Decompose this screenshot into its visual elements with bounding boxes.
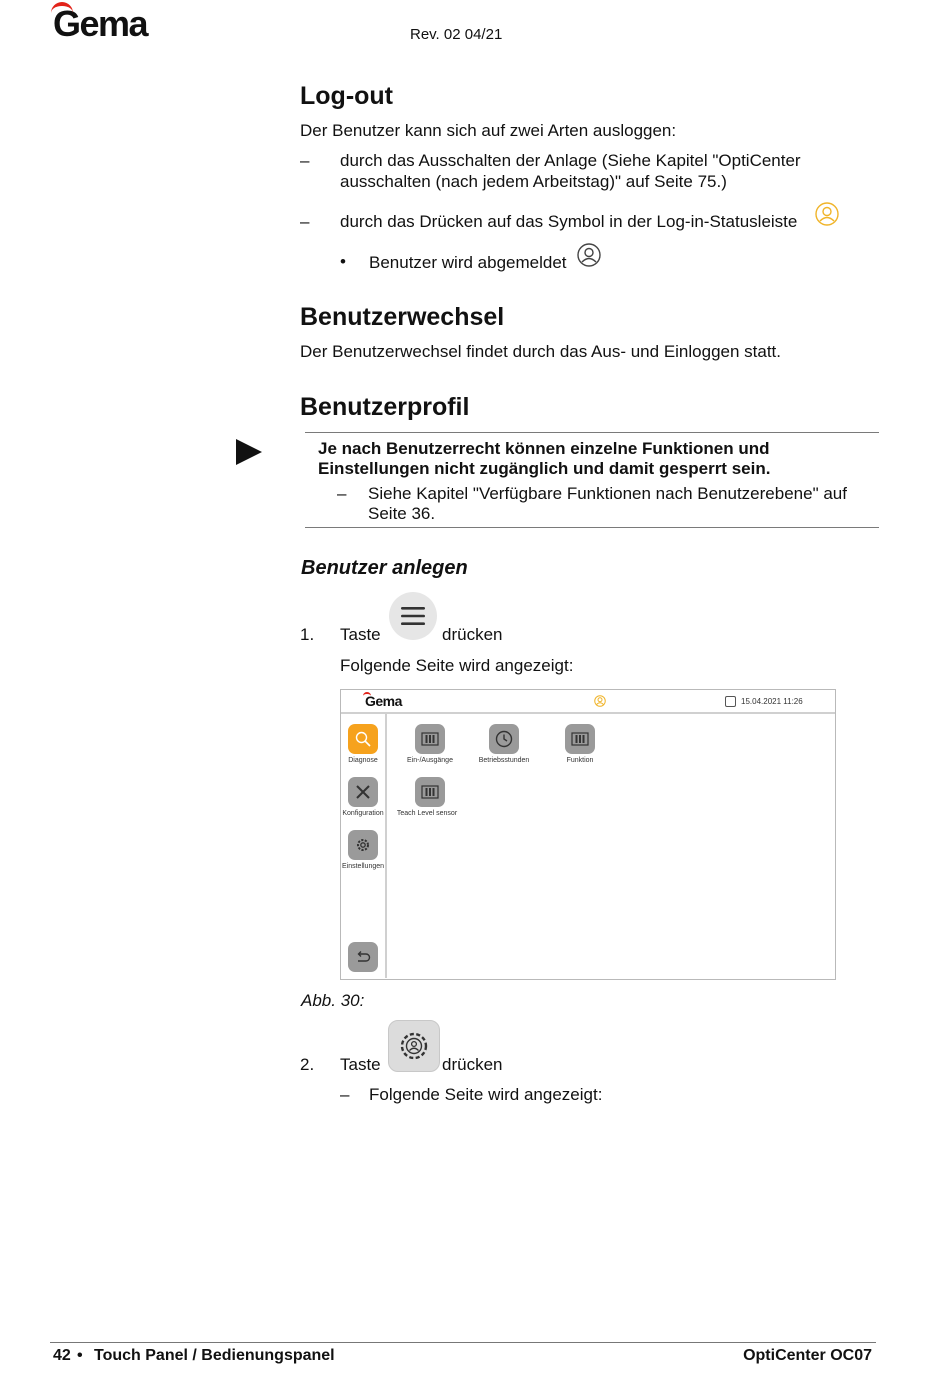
- shot-calendar-icon: [725, 696, 736, 707]
- tools-icon: [354, 783, 372, 801]
- note-rule-bottom: [305, 527, 879, 528]
- list-dash: –: [337, 484, 347, 503]
- shot-teach-label: Teach Level sensor: [396, 810, 458, 817]
- list-dash: –: [300, 212, 310, 231]
- shot-einstellungen-tile: [348, 830, 378, 860]
- diagnose-icon: [354, 730, 372, 748]
- list-dash: –: [340, 1085, 350, 1104]
- footer-chapter: Touch Panel / Bedienungspanel: [94, 1347, 335, 1364]
- figure-caption: Abb. 30:: [301, 991, 365, 1010]
- step-2-result: Folgende Seite wird angezeigt:: [369, 1085, 603, 1104]
- shot-logo: Gema: [365, 693, 402, 709]
- logout-item-2: durch das Drücken auf das Symbol in der Log-in-Statusleiste: [340, 212, 798, 231]
- back-arrow-icon: [354, 948, 372, 966]
- step-1-number: 1.: [300, 625, 315, 644]
- hamburger-menu-icon: [400, 605, 426, 627]
- shot-diagnose-label: Diagnose: [348, 757, 378, 764]
- footer-product: OptiCenter OC07: [743, 1347, 872, 1364]
- menu-button: [389, 592, 437, 640]
- gema-logo: Gema: [53, 3, 148, 44]
- shot-logo-arc-icon: [363, 692, 371, 699]
- shot-back-tile: [348, 942, 378, 972]
- heading-logout: Log-out: [300, 82, 394, 110]
- note-rule-top: [305, 432, 879, 433]
- figure-menu-screenshot: [340, 689, 836, 980]
- footer-page-number: 42: [53, 1347, 71, 1364]
- logout-sub-item: Benutzer wird abgemeldet: [369, 253, 567, 272]
- user-logged-out-icon: [577, 243, 601, 267]
- shot-einstellungen-label: Einstellungen: [341, 863, 385, 870]
- heading-benutzerwechsel: Benutzerwechsel: [300, 303, 505, 331]
- io-icon: [421, 732, 439, 746]
- logout-intro: Der Benutzer kann sich auf zwei Arten ausloggen:: [300, 121, 677, 140]
- shot-funktion-tile: [565, 724, 595, 754]
- note-ref-line-1: Siehe Kapitel "Verfügbare Funktionen nach Benutzerebene" auf: [368, 484, 847, 503]
- heading-benutzer-anlegen: Benutzer anlegen: [301, 557, 468, 579]
- user-settings-gear-icon: [397, 1029, 431, 1063]
- step-2-post: drücken: [442, 1055, 503, 1074]
- list-dash: –: [300, 151, 310, 170]
- footer-separator: •: [77, 1347, 83, 1364]
- shot-hours-label: Betriebsstunden: [478, 757, 530, 764]
- step-2-pre: Taste: [340, 1055, 381, 1074]
- logout-item-1-line-1: durch das Ausschalten der Anlage (Siehe Kapitel "OptiCenter: [340, 151, 801, 170]
- step-1-pre: Taste: [340, 625, 381, 644]
- logout-item-1-line-2: ausschalten (nach jedem Arbeitstag)" auf Seite 75.): [340, 172, 727, 191]
- note-arrow-icon: [235, 438, 263, 466]
- shot-io-label: Ein-/Ausgänge: [407, 757, 453, 764]
- teach-level-icon: [421, 785, 439, 799]
- shot-sidebar: [341, 714, 387, 978]
- user-logged-in-icon: [815, 202, 839, 226]
- shot-konfiguration-tile: [348, 777, 378, 807]
- step-1-post: drücken: [442, 625, 503, 644]
- list-bullet: •: [340, 252, 346, 271]
- logo-arc-icon: [51, 2, 73, 20]
- footer-rule: [50, 1342, 876, 1343]
- step-1-result: Folgende Seite wird angezeigt:: [340, 656, 574, 675]
- clock-icon: [494, 729, 514, 749]
- shot-io-tile: [415, 724, 445, 754]
- shot-diagnose-tile: [348, 724, 378, 754]
- note-ref-line-2: Seite 36.: [368, 504, 436, 523]
- shot-hours-tile: [489, 724, 519, 754]
- settings-user-button: [388, 1020, 440, 1072]
- revision-label: Rev. 02 04/21: [410, 26, 503, 43]
- funktion-icon: [571, 732, 589, 746]
- note-line-2: Einstellungen nicht zugänglich und damit gesperrt sein.: [318, 459, 771, 478]
- shot-user-icon: [594, 695, 606, 707]
- shot-konfiguration-label: Konfiguration: [342, 810, 384, 817]
- note-line-1: Je nach Benutzerrecht können einzelne Funktionen und: [318, 439, 770, 458]
- gear-icon: [354, 836, 372, 854]
- shot-teach-tile: [415, 777, 445, 807]
- shot-status-bar: [341, 690, 835, 714]
- benutzerwechsel-text: Der Benutzerwechsel findet durch das Aus- und Einloggen statt.: [300, 342, 782, 361]
- step-2-number: 2.: [300, 1055, 315, 1074]
- shot-datetime: 15.04.2021 11:26: [741, 697, 803, 706]
- heading-benutzerprofil: Benutzerprofil: [300, 393, 470, 421]
- shot-funktion-label: Funktion: [566, 757, 594, 764]
